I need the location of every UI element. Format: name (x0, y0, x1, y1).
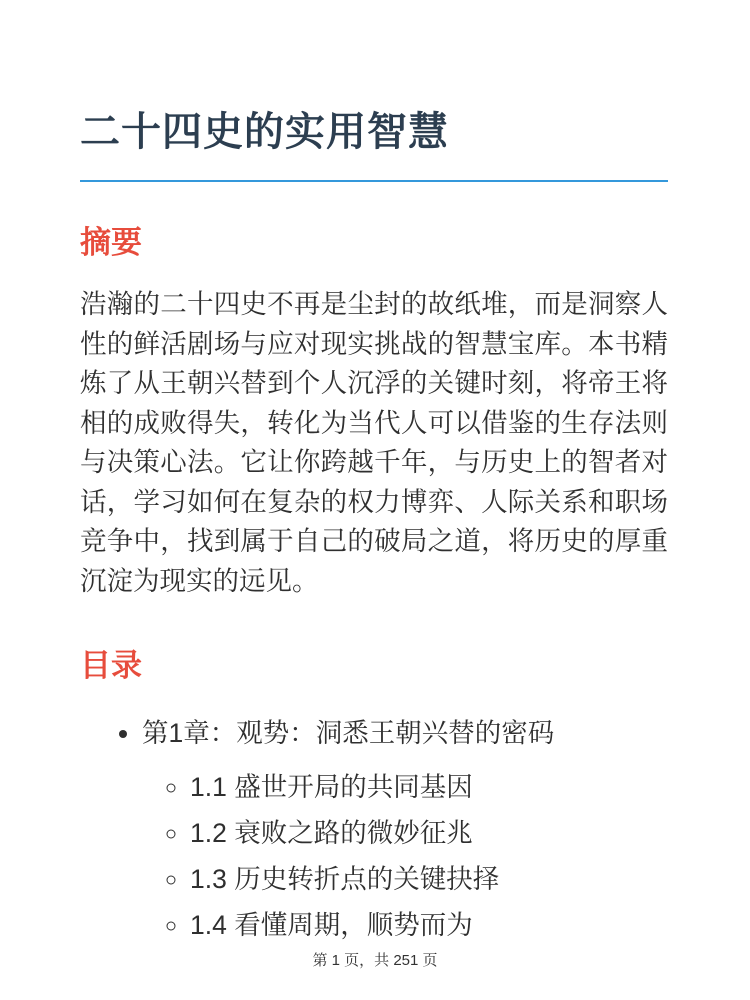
toc-heading: 目录 (80, 648, 142, 684)
toc-subitem: ◦ 1.3 历史转折点的关键抉择 (190, 864, 668, 896)
page-number: 第 1 页，共 251 页 (312, 952, 438, 969)
page-title: 二十四史的实用智慧 (80, 108, 668, 182)
toc-list (80, 718, 668, 941)
toc-subitem: ◦ 1.2 衰败之路的微妙征兆 (190, 818, 668, 850)
toc-subitem: ◦ 1.4 看懂周期，顺势而为 (190, 910, 668, 942)
toc-chapter-label: 第1章：观势：洞悉王朝兴替的密码 (142, 718, 555, 749)
abstract-paragraph: 浩瀚的二十四史不再是尘封的故纸堆，而是洞察人性的鲜活剧场与应对现实挑战的智慧宝库。本书精炼了从王朝兴替到个人沉浮的关键时刻，将帝王将相的成败得失，转化为当代人可以借鉴的生存法则与决策心法。它让你跨越千年，与历史上的智者对话，学习如何在复杂的权力博弈、人际关系和职场竞争中，找到属于自己的破局之道，将历史的厚重沉淀为现实的远见。 (80, 289, 668, 596)
toc-sublist (142, 772, 668, 941)
toc-chapter-item (142, 718, 668, 941)
abstract-heading: 摘要 (80, 225, 142, 260)
toc-subitem: ◦ 1.1 盛世开局的共同基因 (190, 772, 668, 804)
